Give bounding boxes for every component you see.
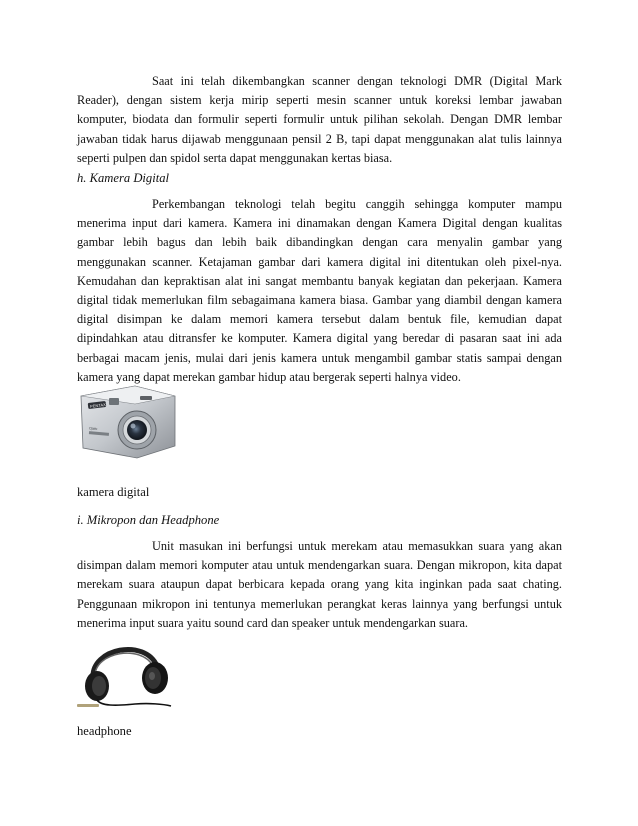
paragraph-dmr: Saat ini telah dikembangkan scanner dengan teknologi DMR (Digital Mark Reader), dengan sistem kerja mirip seperti mesin scanner untuk koreksi lembar jawaban komputer, biodata dan formulir seperti formulir untuk pilihan sekolah. Dengan DMR lembar jawaban tidak harus dijawab menggunaan pensil 2 B, tapi dapat menggunakan alat tulis lainnya seperti pulpen dan spidol serta dapat menggunakan kertas biasa. — [77, 74, 562, 165]
paragraph-mikropon: Unit masukan ini berfungsi untuk merekam atau memasukkan suara yang akan disimpan dalam memori komputer atau untuk mendengarkan suara. Dengan mikropon, kita dapat merekam suara ataupun dapat berbicara kepada orang yang kita inginkan pada saat chating. Penggunaan mikropon ini tentunya memerlukan perangkat keras lainnya yang berfungsi untuk menerima input suara yaitu sound card dan speaker untuk mendengarkan suara. — [77, 539, 562, 630]
heading-kamera-digital: h. Kamera Digital — [77, 171, 170, 185]
headphone-image — [75, 636, 175, 712]
camera-brand-label: PENTAX — [89, 401, 107, 409]
camera-image — [75, 382, 180, 460]
caption-headphone: headphone — [77, 724, 132, 738]
caption-kamera-digital: kamera digital — [77, 485, 150, 499]
heading-mikropon-headphone: i. Mikropon dan Headphone — [77, 513, 220, 527]
camera-model-label: Optio — [88, 426, 98, 432]
camera-icon — [75, 382, 180, 460]
paragraph-kamera-digital: Perkembangan teknologi telah begitu canggih sehingga komputer mampu menerima input dari kamera. Kamera ini dinamakan dengan Kamera Digital dengan kualitas gambar lebih bagus dan lebih baik dibandingkan dengan cara menyalin gambar yang menggunakan scanner. Ketajaman gambar dari kamera digital ini ditentukan oleh pixel-nya. Kemudahan dan kepraktisan alat ini sangat membantu banyak kegiatan dan pekerjaan. Kamera digital tidak memerlukan film sebagaimana kamera biasa. Gambar yang diambil dengan kamera digital disimpan ke dalam memori kamera tersebut dalam bentuk file, kemudian dapat dipindahkan atau ditransfer ke komputer. Kamera digital yang beredar di pasaran saat ini ada berbagai macam jenis, mulai dari jenis kamera untuk mengambil gambar statis sampai dengan kamera yang dapat merekan gambar hidup atau bergerak seperti halnya video. — [77, 197, 562, 384]
headphone-icon — [75, 636, 175, 712]
